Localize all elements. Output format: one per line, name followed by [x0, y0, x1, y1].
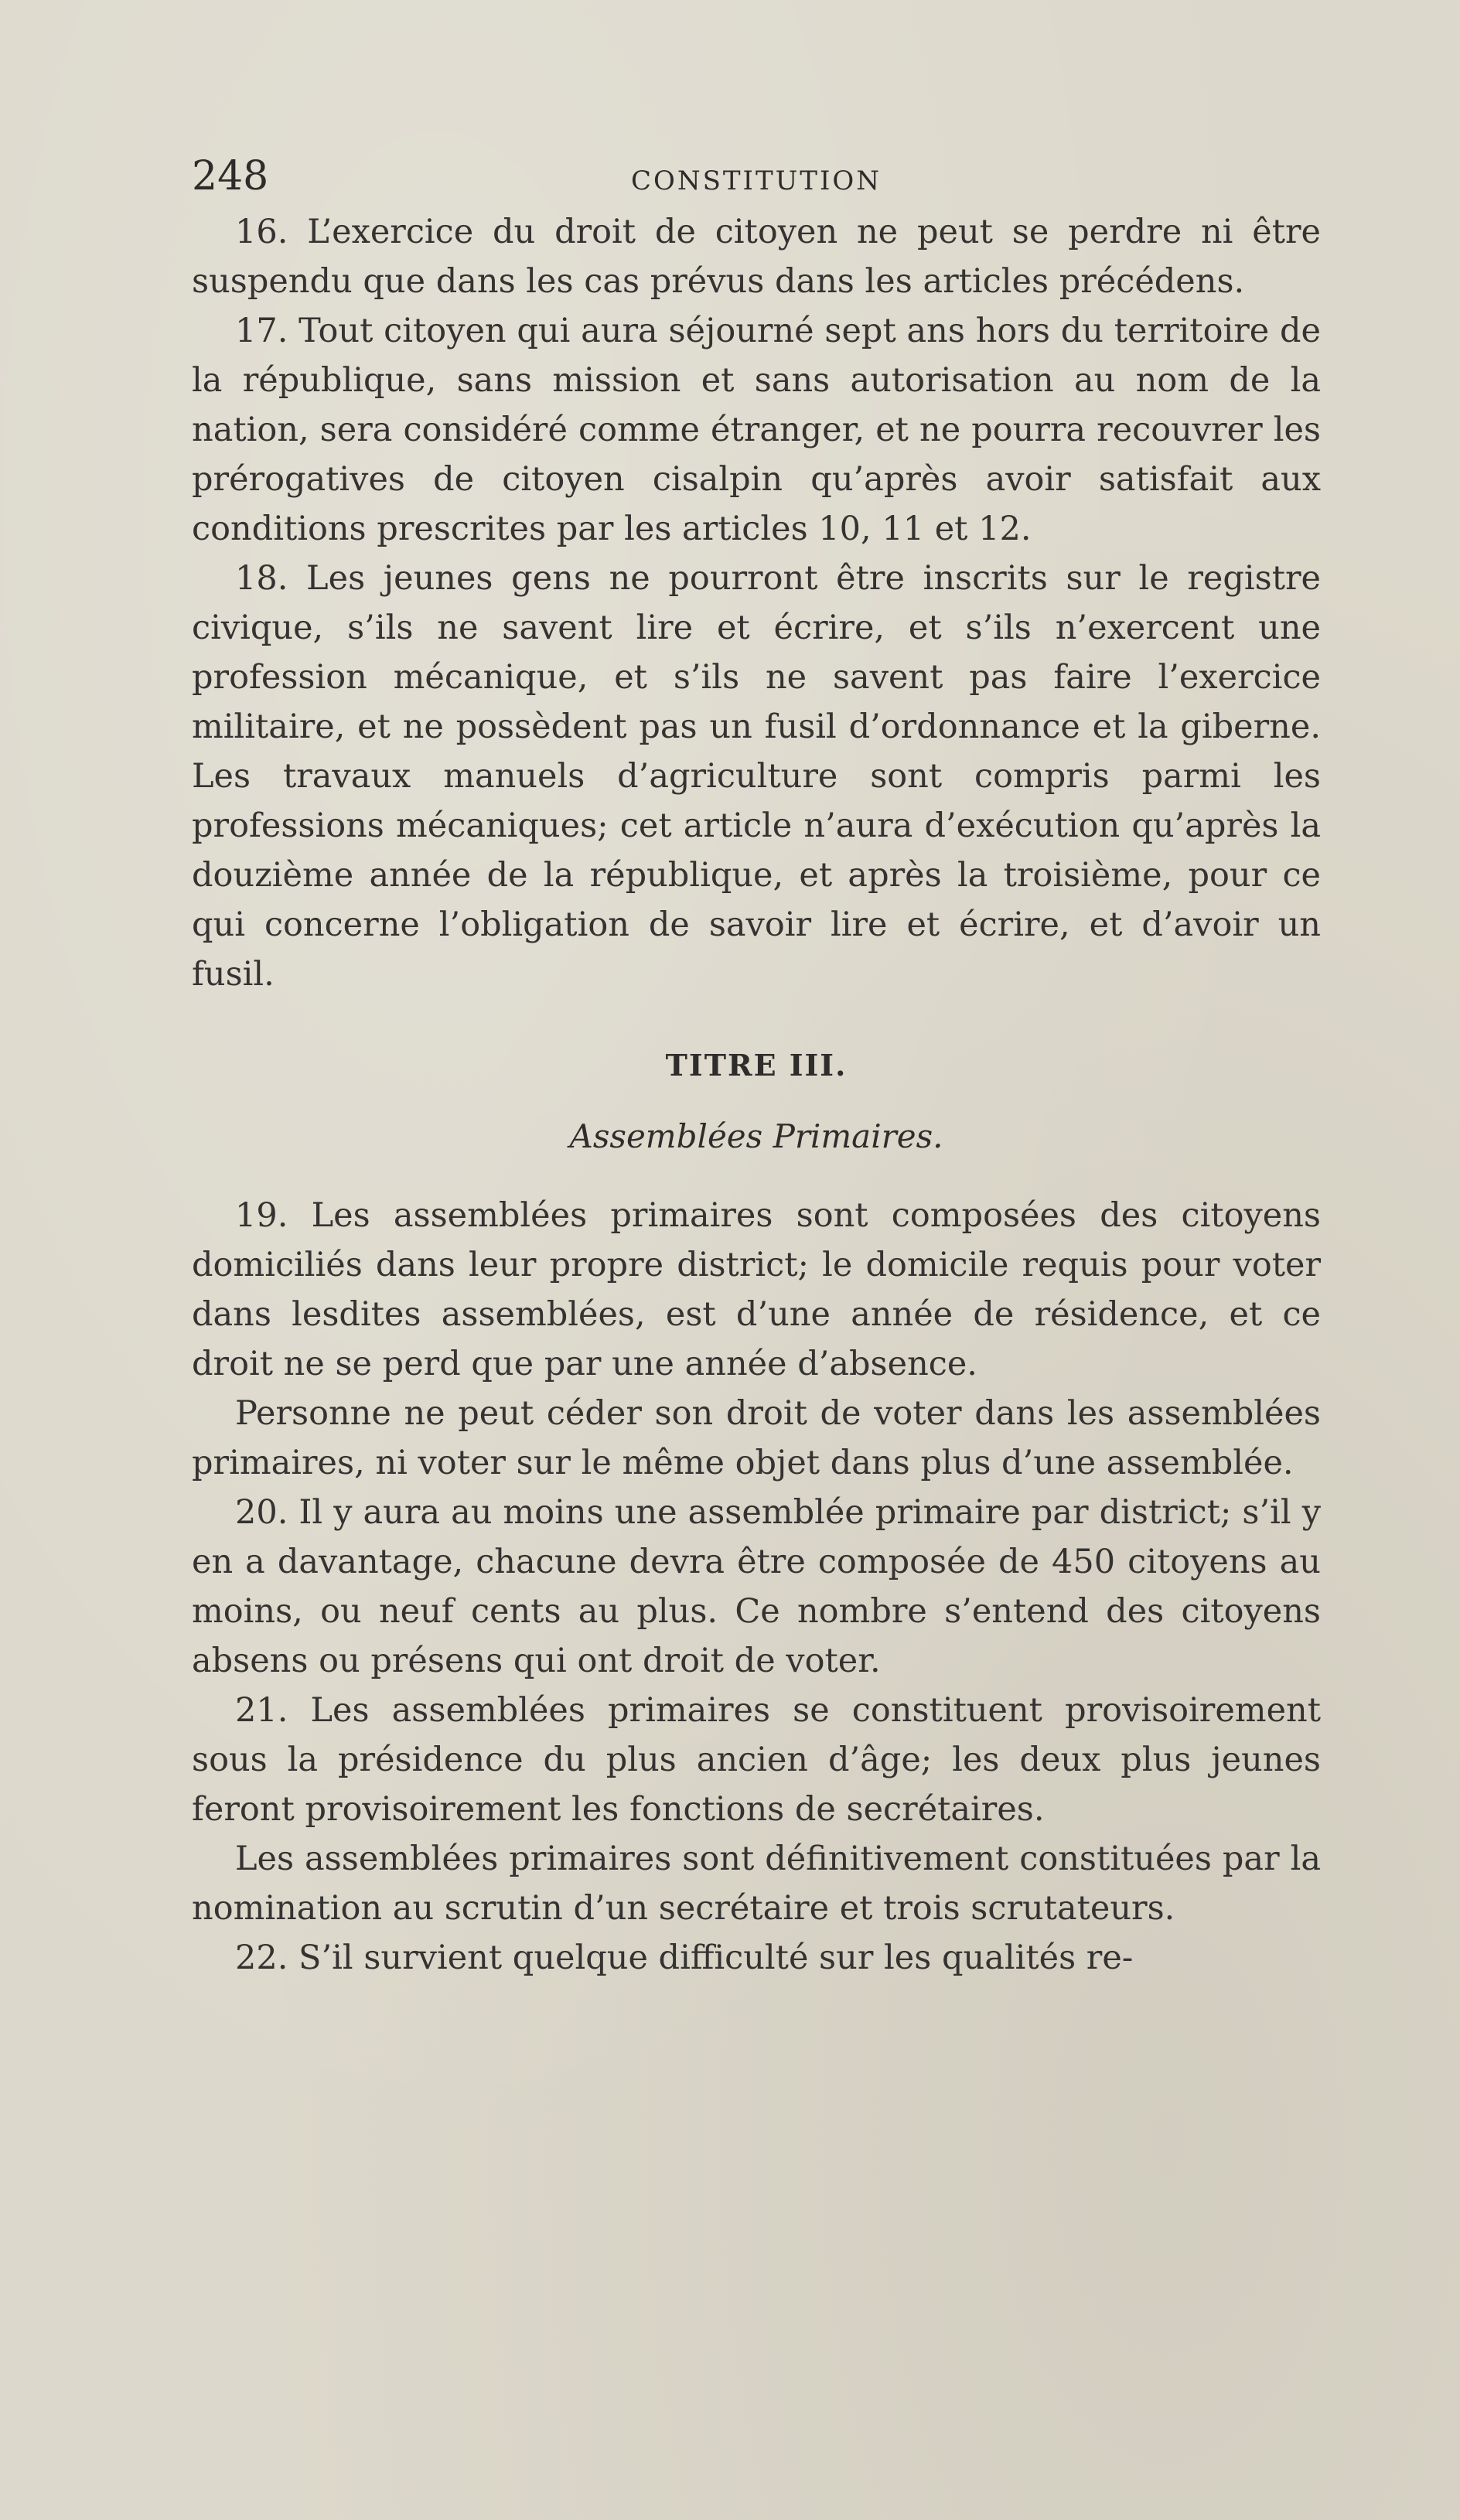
article-20: 20. Il y aura au moins une assemblée primaire par district; s’il y en a davantage, chacune devra être composée de 450 citoyens au moins, ou neuf cents au plus. Ce nombre s’entend des citoyens absens ou présens qui ont droit de voter. — [192, 1493, 1321, 1680]
body-text — [192, 207, 1321, 1983]
article-17: 17. Tout citoyen qui aura séjourné sept ans hors du territoire de la république, sans mission et sans autorisation au nom de la nation, sera considéré comme étranger, et ne pourra recouvrer les prérogatives de citoyen cisalpin qu’après avoir satisfait aux conditions prescrites par les articles 10, 11 et 12. — [192, 312, 1321, 548]
page-number: 248 — [192, 153, 269, 199]
section-subtitle: Assemblées Primaires. — [569, 1117, 943, 1155]
page-header — [192, 153, 1321, 207]
article-18: 18. Les jeunes gens ne pourront être inscrits sur le registre civique, s’ils ne savent lire et écrire, et s’ils n’exercent une profession mécanique, et s’ils ne savent pas faire l’exercice militaire, et ne possèdent pas un fusil d’ordonnance et la giberne. Les travaux manuels d’agriculture sont compris parmi les professions mécaniques; cet article n’aura d’exécution qu’après la douzième année de la république, et après la troisième, pour ce qui concerne l’obligation de savoir lire et écrire, et d’avoir un fusil. — [192, 559, 1321, 994]
article-19-paragraph-2: Personne ne peut céder son droit de voter dans les assemblées primaires, ni voter sur le même objet dans plus d’une assemblée. — [192, 1394, 1321, 1482]
article-16: 16. L’exercice du droit de citoyen ne peut se perdre ni être suspendu que dans les cas prévus dans les articles précédens. — [192, 213, 1321, 301]
article-19: 19. Les assemblées primaires sont composées des citoyens domiciliés dans leur propre district; le domicile requis pour voter dans lesdites assemblées, est d’une année de résidence, et ce droit ne se perd que par une année d’absence. — [192, 1196, 1321, 1383]
article-21-paragraph-2: Les assemblées primaires sont définitivement constituées par la nomination au scrutin d’un secrétaire et trois scrutateurs. — [192, 1840, 1321, 1928]
section-title: TITRE III. — [665, 1048, 848, 1083]
article-21: 21. Les assemblées primaires se constituent provisoirement sous la présidence du plus ancien d’âge; les deux plus jeunes feront provisoirement les fonctions de secrétaires. — [192, 1691, 1321, 1829]
running-head: CONSTITUTION — [630, 165, 882, 196]
article-22: 22. S’il survient quelque difficulté sur les qualités re- — [235, 1939, 1134, 1977]
